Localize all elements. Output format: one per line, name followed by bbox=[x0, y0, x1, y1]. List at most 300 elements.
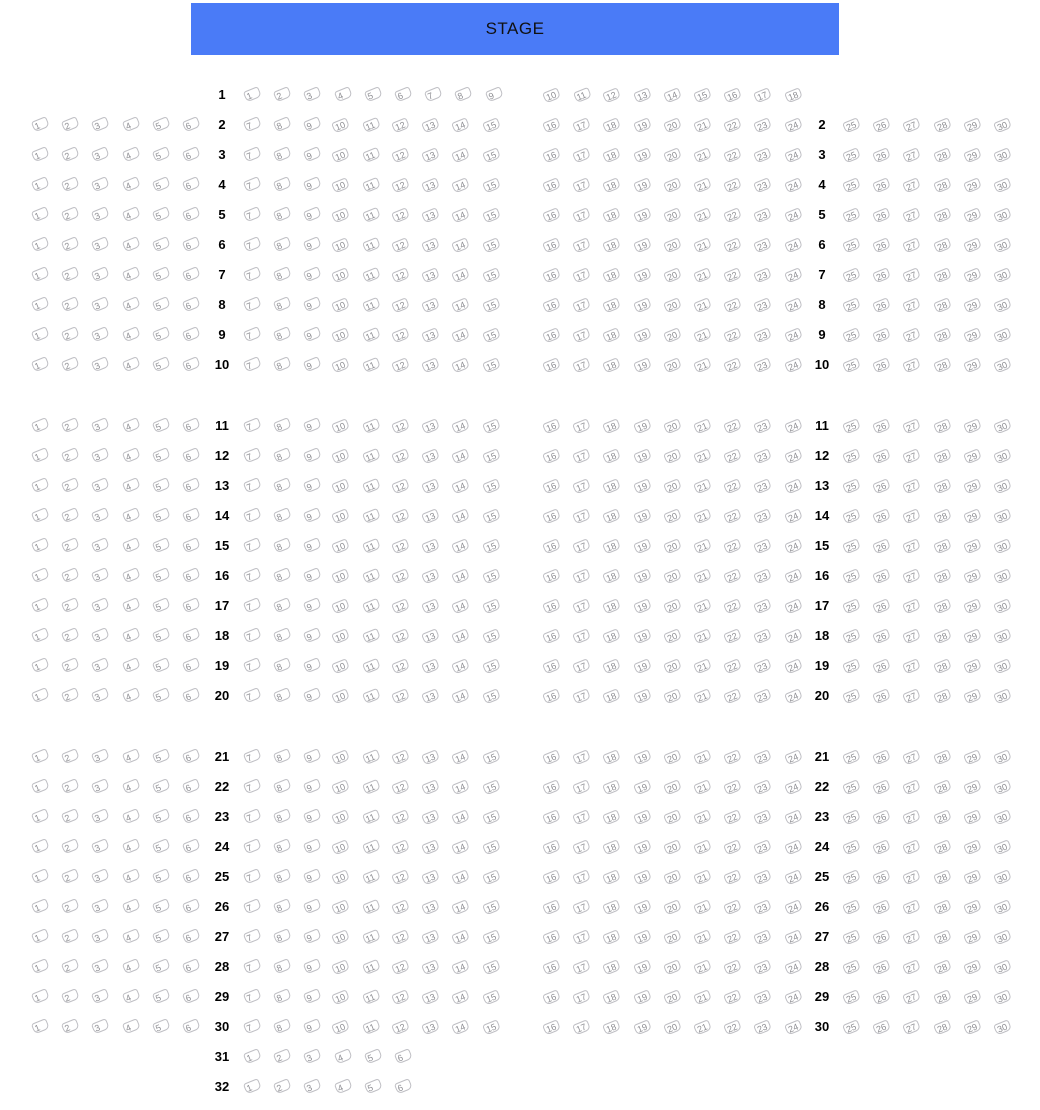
seat-r18-s9[interactable] bbox=[298, 627, 321, 648]
seat-r23-s8[interactable] bbox=[268, 808, 291, 829]
seat-r24-s6[interactable] bbox=[177, 838, 200, 859]
seat-r13-s30[interactable] bbox=[991, 477, 1014, 498]
seat-r26-s23[interactable] bbox=[751, 898, 774, 919]
seat-r28-s15[interactable] bbox=[479, 958, 502, 979]
seat-r26-s5[interactable] bbox=[147, 898, 170, 919]
seat-r17-s24[interactable] bbox=[781, 597, 804, 618]
seat-r8-s3[interactable] bbox=[86, 296, 109, 317]
seat-r22-s20[interactable] bbox=[661, 778, 684, 799]
seat-r20-s27[interactable] bbox=[900, 687, 923, 708]
seat-r3-s12[interactable] bbox=[389, 146, 412, 167]
seat-r20-s10[interactable] bbox=[328, 687, 351, 708]
seat-r25-s2[interactable] bbox=[56, 868, 79, 889]
seat-r1-s11[interactable] bbox=[570, 86, 593, 107]
seat-r26-s30[interactable] bbox=[991, 898, 1014, 919]
seat-r6-s14[interactable] bbox=[449, 236, 472, 257]
seat-r12-s14[interactable] bbox=[449, 447, 472, 468]
seat-r4-s21[interactable] bbox=[691, 176, 714, 197]
seat-r7-s2[interactable] bbox=[56, 266, 79, 287]
seat-r8-s10[interactable] bbox=[328, 296, 351, 317]
seat-r16-s24[interactable] bbox=[781, 567, 804, 588]
seat-r4-s2[interactable] bbox=[56, 176, 79, 197]
seat-r6-s6[interactable] bbox=[177, 236, 200, 257]
seat-r14-s20[interactable] bbox=[661, 507, 684, 528]
seat-r13-s3[interactable] bbox=[86, 477, 109, 498]
seat-r31-s6[interactable] bbox=[389, 1048, 412, 1069]
seat-r23-s21[interactable] bbox=[691, 808, 714, 829]
seat-r4-s10[interactable] bbox=[328, 176, 351, 197]
seat-r13-s20[interactable] bbox=[661, 477, 684, 498]
seat-r29-s19[interactable] bbox=[630, 988, 653, 1009]
seat-r10-s14[interactable] bbox=[449, 356, 472, 377]
seat-r23-s7[interactable] bbox=[238, 808, 261, 829]
seat-r9-s5[interactable] bbox=[147, 326, 170, 347]
seat-r7-s16[interactable] bbox=[540, 266, 563, 287]
seat-r21-s22[interactable] bbox=[721, 748, 744, 769]
seat-r1-s17[interactable] bbox=[751, 86, 774, 107]
seat-r7-s9[interactable] bbox=[298, 266, 321, 287]
seat-r18-s18[interactable] bbox=[600, 627, 623, 648]
seat-r11-s6[interactable] bbox=[177, 417, 200, 438]
seat-r9-s22[interactable] bbox=[721, 326, 744, 347]
seat-r15-s5[interactable] bbox=[147, 537, 170, 558]
seat-r22-s21[interactable] bbox=[691, 778, 714, 799]
seat-r3-s24[interactable] bbox=[781, 146, 804, 167]
seat-r14-s22[interactable] bbox=[721, 507, 744, 528]
seat-r5-s12[interactable] bbox=[389, 206, 412, 227]
seat-r27-s14[interactable] bbox=[449, 928, 472, 949]
seat-r19-s18[interactable] bbox=[600, 657, 623, 678]
seat-r7-s28[interactable] bbox=[930, 266, 953, 287]
seat-r29-s3[interactable] bbox=[86, 988, 109, 1009]
seat-r13-s12[interactable] bbox=[389, 477, 412, 498]
seat-r30-s15[interactable] bbox=[479, 1018, 502, 1039]
seat-r9-s25[interactable] bbox=[840, 326, 863, 347]
seat-r10-s23[interactable] bbox=[751, 356, 774, 377]
seat-r4-s20[interactable] bbox=[661, 176, 684, 197]
seat-r12-s21[interactable] bbox=[691, 447, 714, 468]
seat-r18-s8[interactable] bbox=[268, 627, 291, 648]
seat-r14-s10[interactable] bbox=[328, 507, 351, 528]
seat-r14-s3[interactable] bbox=[86, 507, 109, 528]
seat-r22-s7[interactable] bbox=[238, 778, 261, 799]
seat-r11-s20[interactable] bbox=[661, 417, 684, 438]
seat-r22-s17[interactable] bbox=[570, 778, 593, 799]
seat-r12-s8[interactable] bbox=[268, 447, 291, 468]
seat-r2-s23[interactable] bbox=[751, 116, 774, 137]
seat-r18-s4[interactable] bbox=[116, 627, 139, 648]
seat-r25-s21[interactable] bbox=[691, 868, 714, 889]
seat-r22-s13[interactable] bbox=[419, 778, 442, 799]
seat-r8-s20[interactable] bbox=[661, 296, 684, 317]
seat-r20-s13[interactable] bbox=[419, 687, 442, 708]
seat-r18-s17[interactable] bbox=[570, 627, 593, 648]
seat-r6-s12[interactable] bbox=[389, 236, 412, 257]
seat-r6-s18[interactable] bbox=[600, 236, 623, 257]
seat-r25-s18[interactable] bbox=[600, 868, 623, 889]
seat-r22-s4[interactable] bbox=[116, 778, 139, 799]
seat-r2-s18[interactable] bbox=[600, 116, 623, 137]
seat-r27-s17[interactable] bbox=[570, 928, 593, 949]
seat-r23-s25[interactable] bbox=[840, 808, 863, 829]
seat-r17-s9[interactable] bbox=[298, 597, 321, 618]
seat-r18-s22[interactable] bbox=[721, 627, 744, 648]
seat-r11-s7[interactable] bbox=[238, 417, 261, 438]
seat-r11-s25[interactable] bbox=[840, 417, 863, 438]
seat-r12-s3[interactable] bbox=[86, 447, 109, 468]
seat-r4-s9[interactable] bbox=[298, 176, 321, 197]
seat-r24-s14[interactable] bbox=[449, 838, 472, 859]
seat-r25-s5[interactable] bbox=[147, 868, 170, 889]
seat-r7-s7[interactable] bbox=[238, 266, 261, 287]
seat-r28-s10[interactable] bbox=[328, 958, 351, 979]
seat-r6-s17[interactable] bbox=[570, 236, 593, 257]
seat-r23-s27[interactable] bbox=[900, 808, 923, 829]
seat-r9-s14[interactable] bbox=[449, 326, 472, 347]
seat-r19-s1[interactable] bbox=[26, 657, 49, 678]
seat-r2-s13[interactable] bbox=[419, 116, 442, 137]
seat-r7-s22[interactable] bbox=[721, 266, 744, 287]
seat-r7-s8[interactable] bbox=[268, 266, 291, 287]
seat-r16-s28[interactable] bbox=[930, 567, 953, 588]
seat-r27-s16[interactable] bbox=[540, 928, 563, 949]
seat-r2-s20[interactable] bbox=[661, 116, 684, 137]
seat-r22-s30[interactable] bbox=[991, 778, 1014, 799]
seat-r18-s10[interactable] bbox=[328, 627, 351, 648]
seat-r19-s26[interactable] bbox=[870, 657, 893, 678]
seat-r31-s4[interactable] bbox=[328, 1048, 351, 1069]
seat-r9-s15[interactable] bbox=[479, 326, 502, 347]
seat-r17-s30[interactable] bbox=[991, 597, 1014, 618]
seat-r24-s25[interactable] bbox=[840, 838, 863, 859]
seat-r15-s28[interactable] bbox=[930, 537, 953, 558]
seat-r7-s30[interactable] bbox=[991, 266, 1014, 287]
seat-r6-s11[interactable] bbox=[359, 236, 382, 257]
seat-r22-s19[interactable] bbox=[630, 778, 653, 799]
seat-r15-s2[interactable] bbox=[56, 537, 79, 558]
seat-r5-s11[interactable] bbox=[359, 206, 382, 227]
seat-r29-s14[interactable] bbox=[449, 988, 472, 1009]
seat-r19-s3[interactable] bbox=[86, 657, 109, 678]
seat-r25-s4[interactable] bbox=[116, 868, 139, 889]
seat-r27-s19[interactable] bbox=[630, 928, 653, 949]
seat-r1-s6[interactable] bbox=[389, 86, 412, 107]
seat-r16-s8[interactable] bbox=[268, 567, 291, 588]
seat-r16-s9[interactable] bbox=[298, 567, 321, 588]
seat-r15-s27[interactable] bbox=[900, 537, 923, 558]
seat-r8-s29[interactable] bbox=[961, 296, 984, 317]
seat-r28-s11[interactable] bbox=[359, 958, 382, 979]
seat-r20-s17[interactable] bbox=[570, 687, 593, 708]
seat-r15-s10[interactable] bbox=[328, 537, 351, 558]
seat-r28-s3[interactable] bbox=[86, 958, 109, 979]
seat-r23-s14[interactable] bbox=[449, 808, 472, 829]
seat-r32-s1[interactable] bbox=[238, 1078, 261, 1099]
seat-r29-s1[interactable] bbox=[26, 988, 49, 1009]
seat-r28-s1[interactable] bbox=[26, 958, 49, 979]
seat-r12-s15[interactable] bbox=[479, 447, 502, 468]
seat-r20-s24[interactable] bbox=[781, 687, 804, 708]
seat-r20-s1[interactable] bbox=[26, 687, 49, 708]
seat-r3-s2[interactable] bbox=[56, 146, 79, 167]
seat-r9-s17[interactable] bbox=[570, 326, 593, 347]
seat-r22-s6[interactable] bbox=[177, 778, 200, 799]
seat-r10-s19[interactable] bbox=[630, 356, 653, 377]
seat-r12-s25[interactable] bbox=[840, 447, 863, 468]
seat-r20-s20[interactable] bbox=[661, 687, 684, 708]
seat-r2-s21[interactable] bbox=[691, 116, 714, 137]
seat-r14-s4[interactable] bbox=[116, 507, 139, 528]
seat-r9-s11[interactable] bbox=[359, 326, 382, 347]
seat-r15-s19[interactable] bbox=[630, 537, 653, 558]
seat-r29-s12[interactable] bbox=[389, 988, 412, 1009]
seat-r32-s2[interactable] bbox=[268, 1078, 291, 1099]
seat-r28-s27[interactable] bbox=[900, 958, 923, 979]
seat-r21-s20[interactable] bbox=[661, 748, 684, 769]
seat-r23-s29[interactable] bbox=[961, 808, 984, 829]
seat-r4-s3[interactable] bbox=[86, 176, 109, 197]
seat-r11-s28[interactable] bbox=[930, 417, 953, 438]
seat-r22-s23[interactable] bbox=[751, 778, 774, 799]
seat-r1-s3[interactable] bbox=[298, 86, 321, 107]
seat-r28-s4[interactable] bbox=[116, 958, 139, 979]
seat-r5-s29[interactable] bbox=[961, 206, 984, 227]
seat-r6-s27[interactable] bbox=[900, 236, 923, 257]
seat-r4-s12[interactable] bbox=[389, 176, 412, 197]
seat-r15-s24[interactable] bbox=[781, 537, 804, 558]
seat-r26-s10[interactable] bbox=[328, 898, 351, 919]
seat-r21-s3[interactable] bbox=[86, 748, 109, 769]
seat-r32-s3[interactable] bbox=[298, 1078, 321, 1099]
seat-r24-s19[interactable] bbox=[630, 838, 653, 859]
seat-r28-s25[interactable] bbox=[840, 958, 863, 979]
seat-r13-s11[interactable] bbox=[359, 477, 382, 498]
seat-r19-s17[interactable] bbox=[570, 657, 593, 678]
seat-r25-s15[interactable] bbox=[479, 868, 502, 889]
seat-r3-s21[interactable] bbox=[691, 146, 714, 167]
seat-r5-s10[interactable] bbox=[328, 206, 351, 227]
seat-r27-s1[interactable] bbox=[26, 928, 49, 949]
seat-r24-s15[interactable] bbox=[479, 838, 502, 859]
seat-r8-s5[interactable] bbox=[147, 296, 170, 317]
seat-r27-s8[interactable] bbox=[268, 928, 291, 949]
seat-r22-s11[interactable] bbox=[359, 778, 382, 799]
seat-r29-s17[interactable] bbox=[570, 988, 593, 1009]
seat-r30-s10[interactable] bbox=[328, 1018, 351, 1039]
seat-r17-s21[interactable] bbox=[691, 597, 714, 618]
seat-r24-s24[interactable] bbox=[781, 838, 804, 859]
seat-r15-s8[interactable] bbox=[268, 537, 291, 558]
seat-r4-s30[interactable] bbox=[991, 176, 1014, 197]
seat-r9-s23[interactable] bbox=[751, 326, 774, 347]
seat-r8-s4[interactable] bbox=[116, 296, 139, 317]
seat-r16-s7[interactable] bbox=[238, 567, 261, 588]
seat-r25-s25[interactable] bbox=[840, 868, 863, 889]
seat-r23-s3[interactable] bbox=[86, 808, 109, 829]
seat-r13-s17[interactable] bbox=[570, 477, 593, 498]
seat-r27-s10[interactable] bbox=[328, 928, 351, 949]
seat-r20-s16[interactable] bbox=[540, 687, 563, 708]
seat-r18-s12[interactable] bbox=[389, 627, 412, 648]
seat-r5-s17[interactable] bbox=[570, 206, 593, 227]
seat-r8-s27[interactable] bbox=[900, 296, 923, 317]
seat-r20-s25[interactable] bbox=[840, 687, 863, 708]
seat-r26-s29[interactable] bbox=[961, 898, 984, 919]
seat-r18-s26[interactable] bbox=[870, 627, 893, 648]
seat-r19-s8[interactable] bbox=[268, 657, 291, 678]
seat-r20-s8[interactable] bbox=[268, 687, 291, 708]
seat-r3-s5[interactable] bbox=[147, 146, 170, 167]
seat-r17-s7[interactable] bbox=[238, 597, 261, 618]
seat-r29-s6[interactable] bbox=[177, 988, 200, 1009]
seat-r8-s12[interactable] bbox=[389, 296, 412, 317]
seat-r21-s9[interactable] bbox=[298, 748, 321, 769]
seat-r25-s14[interactable] bbox=[449, 868, 472, 889]
seat-r18-s14[interactable] bbox=[449, 627, 472, 648]
seat-r12-s1[interactable] bbox=[26, 447, 49, 468]
seat-r10-s12[interactable] bbox=[389, 356, 412, 377]
seat-r13-s9[interactable] bbox=[298, 477, 321, 498]
seat-r2-s30[interactable] bbox=[991, 116, 1014, 137]
seat-r14-s29[interactable] bbox=[961, 507, 984, 528]
seat-r1-s8[interactable] bbox=[449, 86, 472, 107]
seat-r27-s24[interactable] bbox=[781, 928, 804, 949]
seat-r11-s11[interactable] bbox=[359, 417, 382, 438]
seat-r1-s7[interactable] bbox=[419, 86, 442, 107]
seat-r27-s4[interactable] bbox=[116, 928, 139, 949]
seat-r17-s8[interactable] bbox=[268, 597, 291, 618]
seat-r24-s7[interactable] bbox=[238, 838, 261, 859]
seat-r24-s16[interactable] bbox=[540, 838, 563, 859]
seat-r20-s15[interactable] bbox=[479, 687, 502, 708]
seat-r29-s21[interactable] bbox=[691, 988, 714, 1009]
seat-r5-s13[interactable] bbox=[419, 206, 442, 227]
seat-r26-s7[interactable] bbox=[238, 898, 261, 919]
seat-r17-s29[interactable] bbox=[961, 597, 984, 618]
seat-r15-s1[interactable] bbox=[26, 537, 49, 558]
seat-r27-s30[interactable] bbox=[991, 928, 1014, 949]
seat-r30-s17[interactable] bbox=[570, 1018, 593, 1039]
seat-r28-s18[interactable] bbox=[600, 958, 623, 979]
seat-r17-s11[interactable] bbox=[359, 597, 382, 618]
seat-r24-s20[interactable] bbox=[661, 838, 684, 859]
seat-r7-s19[interactable] bbox=[630, 266, 653, 287]
seat-r22-s16[interactable] bbox=[540, 778, 563, 799]
seat-r28-s9[interactable] bbox=[298, 958, 321, 979]
seat-r25-s16[interactable] bbox=[540, 868, 563, 889]
seat-r30-s28[interactable] bbox=[930, 1018, 953, 1039]
seat-r19-s13[interactable] bbox=[419, 657, 442, 678]
seat-r13-s28[interactable] bbox=[930, 477, 953, 498]
seat-r13-s22[interactable] bbox=[721, 477, 744, 498]
seat-r24-s27[interactable] bbox=[900, 838, 923, 859]
seat-r13-s18[interactable] bbox=[600, 477, 623, 498]
seat-r8-s9[interactable] bbox=[298, 296, 321, 317]
seat-r28-s13[interactable] bbox=[419, 958, 442, 979]
seat-r28-s19[interactable] bbox=[630, 958, 653, 979]
seat-r22-s5[interactable] bbox=[147, 778, 170, 799]
seat-r3-s4[interactable] bbox=[116, 146, 139, 167]
seat-r6-s25[interactable] bbox=[840, 236, 863, 257]
seat-r22-s26[interactable] bbox=[870, 778, 893, 799]
seat-r2-s24[interactable] bbox=[781, 116, 804, 137]
seat-r20-s28[interactable] bbox=[930, 687, 953, 708]
seat-r21-s11[interactable] bbox=[359, 748, 382, 769]
seat-r29-s29[interactable] bbox=[961, 988, 984, 1009]
seat-r16-s26[interactable] bbox=[870, 567, 893, 588]
seat-r2-s25[interactable] bbox=[840, 116, 863, 137]
seat-r9-s10[interactable] bbox=[328, 326, 351, 347]
seat-r21-s24[interactable] bbox=[781, 748, 804, 769]
seat-r12-s24[interactable] bbox=[781, 447, 804, 468]
seat-r6-s8[interactable] bbox=[268, 236, 291, 257]
seat-r31-s2[interactable] bbox=[268, 1048, 291, 1069]
seat-r22-s8[interactable] bbox=[268, 778, 291, 799]
seat-r17-s23[interactable] bbox=[751, 597, 774, 618]
seat-r22-s3[interactable] bbox=[86, 778, 109, 799]
seat-r2-s7[interactable] bbox=[238, 116, 261, 137]
seat-r16-s13[interactable] bbox=[419, 567, 442, 588]
seat-r23-s6[interactable] bbox=[177, 808, 200, 829]
seat-r32-s4[interactable] bbox=[328, 1078, 351, 1099]
seat-r23-s17[interactable] bbox=[570, 808, 593, 829]
seat-r9-s29[interactable] bbox=[961, 326, 984, 347]
seat-r24-s26[interactable] bbox=[870, 838, 893, 859]
seat-r19-s28[interactable] bbox=[930, 657, 953, 678]
seat-r7-s3[interactable] bbox=[86, 266, 109, 287]
seat-r6-s2[interactable] bbox=[56, 236, 79, 257]
seat-r13-s1[interactable] bbox=[26, 477, 49, 498]
seat-r29-s18[interactable] bbox=[600, 988, 623, 1009]
seat-r27-s25[interactable] bbox=[840, 928, 863, 949]
seat-r29-s8[interactable] bbox=[268, 988, 291, 1009]
seat-r14-s2[interactable] bbox=[56, 507, 79, 528]
seat-r18-s1[interactable] bbox=[26, 627, 49, 648]
seat-r3-s28[interactable] bbox=[930, 146, 953, 167]
seat-r13-s5[interactable] bbox=[147, 477, 170, 498]
seat-r28-s29[interactable] bbox=[961, 958, 984, 979]
seat-r28-s21[interactable] bbox=[691, 958, 714, 979]
seat-r23-s15[interactable] bbox=[479, 808, 502, 829]
seat-r23-s5[interactable] bbox=[147, 808, 170, 829]
seat-r16-s3[interactable] bbox=[86, 567, 109, 588]
seat-r8-s26[interactable] bbox=[870, 296, 893, 317]
seat-r30-s29[interactable] bbox=[961, 1018, 984, 1039]
seat-r4-s26[interactable] bbox=[870, 176, 893, 197]
seat-r4-s8[interactable] bbox=[268, 176, 291, 197]
seat-r15-s11[interactable] bbox=[359, 537, 382, 558]
seat-r3-s26[interactable] bbox=[870, 146, 893, 167]
seat-r28-s28[interactable] bbox=[930, 958, 953, 979]
seat-r14-s21[interactable] bbox=[691, 507, 714, 528]
seat-r11-s24[interactable] bbox=[781, 417, 804, 438]
seat-r5-s19[interactable] bbox=[630, 206, 653, 227]
seat-r4-s27[interactable] bbox=[900, 176, 923, 197]
seat-r28-s7[interactable] bbox=[238, 958, 261, 979]
seat-r2-s11[interactable] bbox=[359, 116, 382, 137]
seat-r11-s19[interactable] bbox=[630, 417, 653, 438]
seat-r18-s5[interactable] bbox=[147, 627, 170, 648]
seat-r18-s11[interactable] bbox=[359, 627, 382, 648]
seat-r16-s25[interactable] bbox=[840, 567, 863, 588]
seat-r17-s14[interactable] bbox=[449, 597, 472, 618]
seat-r6-s15[interactable] bbox=[479, 236, 502, 257]
seat-r27-s22[interactable] bbox=[721, 928, 744, 949]
seat-r10-s25[interactable] bbox=[840, 356, 863, 377]
seat-r19-s30[interactable] bbox=[991, 657, 1014, 678]
seat-r14-s11[interactable] bbox=[359, 507, 382, 528]
seat-r14-s28[interactable] bbox=[930, 507, 953, 528]
